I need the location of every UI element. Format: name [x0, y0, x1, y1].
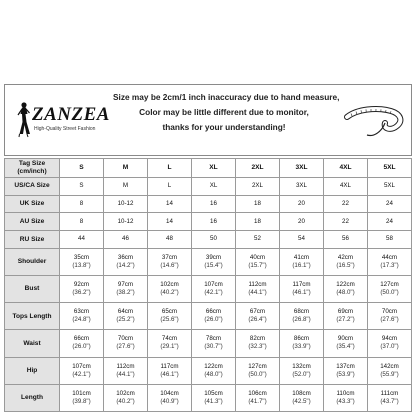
cm-value: 142cm: [380, 362, 399, 370]
cm-value: 68cm: [293, 308, 310, 316]
inch-value: (29.1"): [160, 343, 179, 351]
table-cell: 10-12: [104, 195, 148, 213]
table-cell: 10-12: [104, 213, 148, 231]
table-cell: 58: [368, 231, 412, 249]
table-cell: 2XL: [236, 177, 280, 195]
table-cell: 4XL: [324, 177, 368, 195]
table-cell: 54: [280, 231, 324, 249]
table-cell: [236, 384, 280, 411]
table-cell: [104, 303, 148, 330]
inch-value: (52.0"): [292, 370, 311, 378]
inch-value: (26.8"): [292, 316, 311, 324]
inch-value: (42.1"): [72, 370, 91, 378]
inch-value: (14.6"): [160, 261, 179, 269]
inch-value: (27.6"): [116, 343, 135, 351]
cm-value: 82cm: [249, 335, 266, 343]
brand-logo: [15, 101, 110, 141]
cm-value: 67cm: [249, 308, 266, 316]
cm-value: 117cm: [292, 281, 311, 289]
cm-value: 102cm: [160, 281, 179, 289]
inch-value: (48.0"): [204, 370, 223, 378]
table-row-us-ca-size: [5, 177, 412, 195]
inch-value: (27.6"): [380, 316, 399, 324]
inch-value: (48.0"): [336, 289, 355, 297]
cm-value: 110cm: [336, 389, 355, 397]
size-header-cell: 2XL: [236, 159, 280, 178]
table-cell: [324, 330, 368, 357]
table-cell: [236, 276, 280, 303]
size-table: [4, 158, 412, 412]
cm-value: 112cm: [116, 362, 135, 370]
notice-line-3: thanks for your understanding!: [162, 122, 286, 132]
table-cell: [60, 384, 104, 411]
table-cell: M: [104, 177, 148, 195]
table-cell: [368, 357, 412, 384]
cm-value: 35cm: [73, 253, 90, 261]
inch-value: (40.2"): [116, 397, 135, 405]
cm-value: 132cm: [292, 362, 311, 370]
inch-value: (26.0"): [204, 316, 223, 324]
cm-value: 90cm: [337, 335, 354, 343]
table-cell: 52: [236, 231, 280, 249]
table-cell: [192, 303, 236, 330]
inch-value: (16.1"): [292, 261, 311, 269]
brand-name: ZANZEA: [32, 104, 110, 125]
inch-value: (26.0"): [72, 343, 91, 351]
table-cell: [368, 384, 412, 411]
table-cell: [148, 303, 192, 330]
row-label: RU Size: [5, 231, 60, 249]
inch-value: (41.3"): [204, 397, 223, 405]
woman-silhouette-icon: [15, 101, 33, 139]
table-cell: 18: [236, 213, 280, 231]
table-cell: [324, 384, 368, 411]
table-row-tops-length: [5, 303, 412, 330]
table-cell: [324, 357, 368, 384]
table-cell: 20: [280, 213, 324, 231]
table-cell: [60, 276, 104, 303]
table-cell: 22: [324, 213, 368, 231]
measuring-tape-icon: [343, 95, 405, 145]
cm-value: 122cm: [336, 281, 355, 289]
cm-value: 111cm: [380, 389, 399, 397]
table-row-au-size: [5, 213, 412, 231]
cm-value: 122cm: [204, 362, 223, 370]
size-header-cell: M: [104, 159, 148, 178]
table-cell: [60, 357, 104, 384]
cm-value: 37cm: [161, 253, 178, 261]
table-cell: 16: [192, 213, 236, 231]
size-header-cell: 5XL: [368, 159, 412, 178]
inch-value: (46.1"): [160, 370, 179, 378]
table-cell: 8: [60, 195, 104, 213]
notice-line-2: Color may be little different due to monitor,: [139, 107, 309, 117]
inch-value: (50.0"): [380, 289, 399, 297]
size-header-cell: XL: [192, 159, 236, 178]
chart-header: [4, 84, 412, 156]
table-cell: 50: [192, 231, 236, 249]
table-row-bust: [5, 276, 412, 303]
table-cell: 16: [192, 195, 236, 213]
row-label: Tops Length: [5, 303, 60, 330]
cm-value: 104cm: [160, 389, 179, 397]
table-cell: [148, 357, 192, 384]
cm-value: 137cm: [336, 362, 355, 370]
table-row-length: [5, 384, 412, 411]
cm-value: 107cm: [204, 281, 223, 289]
row-label: Bust: [5, 276, 60, 303]
cm-value: 108cm: [292, 389, 311, 397]
inch-value: (46.1"): [292, 289, 311, 297]
inch-value: (16.5"): [336, 261, 355, 269]
inch-value: (32.3"): [248, 343, 267, 351]
table-cell: 44: [60, 231, 104, 249]
table-cell: 24: [368, 195, 412, 213]
cm-value: 78cm: [205, 335, 222, 343]
cm-value: 40cm: [249, 253, 266, 261]
table-cell: [280, 357, 324, 384]
cm-value: 70cm: [117, 335, 134, 343]
table-cell: [236, 303, 280, 330]
cm-value: 101cm: [72, 389, 91, 397]
table-cell: [368, 276, 412, 303]
table-cell: [192, 357, 236, 384]
size-header-cell: L: [148, 159, 192, 178]
inch-value: (40.2"): [160, 289, 179, 297]
table-cell: 3XL: [280, 177, 324, 195]
table-cell: [280, 248, 324, 275]
row-label: Length: [5, 384, 60, 411]
table-cell: [368, 248, 412, 275]
table-cell: [192, 330, 236, 357]
inch-value: (40.9"): [160, 397, 179, 405]
table-cell: [280, 330, 324, 357]
table-cell: 56: [324, 231, 368, 249]
table-cell: 14: [148, 195, 192, 213]
table-cell: [192, 276, 236, 303]
cm-value: 127cm: [380, 281, 399, 289]
inch-value: (30.7"): [204, 343, 223, 351]
table-cell: [236, 330, 280, 357]
table-cell: [104, 384, 148, 411]
table-cell: XL: [192, 177, 236, 195]
table-row-waist: [5, 330, 412, 357]
cm-value: 86cm: [293, 335, 310, 343]
row-label: AU Size: [5, 213, 60, 231]
inch-value: (35.4"): [336, 343, 355, 351]
table-cell: 46: [104, 231, 148, 249]
inch-value: (14.2"): [116, 261, 135, 269]
size-header-cell: 4XL: [324, 159, 368, 178]
table-row-shoulder: [5, 248, 412, 275]
table-cell: [280, 276, 324, 303]
size-header-cell: 3XL: [280, 159, 324, 178]
inch-value: (33.9"): [292, 343, 311, 351]
cm-value: 36cm: [117, 253, 134, 261]
row-label-tag-size: Tag Size (cm/inch): [5, 159, 60, 178]
table-cell: [192, 384, 236, 411]
cm-value: 117cm: [160, 362, 179, 370]
inch-value: (50.0"): [248, 370, 267, 378]
size-header-cell: S: [60, 159, 104, 178]
cm-value: 107cm: [72, 362, 91, 370]
inch-value: (15.7"): [248, 261, 267, 269]
inch-value: (44.1"): [116, 370, 135, 378]
inch-value: (24.8"): [72, 316, 91, 324]
row-label: Waist: [5, 330, 60, 357]
cm-value: 70cm: [381, 308, 398, 316]
table-cell: [60, 303, 104, 330]
cm-value: 74cm: [161, 335, 178, 343]
table-cell: [148, 384, 192, 411]
table-cell: 24: [368, 213, 412, 231]
table-cell: [104, 248, 148, 275]
table-cell: [324, 248, 368, 275]
inch-value: (39.8"): [72, 397, 91, 405]
table-cell: [368, 330, 412, 357]
table-cell: 5XL: [368, 177, 412, 195]
inch-value: (43.3"): [336, 397, 355, 405]
table-cell: [60, 330, 104, 357]
inch-value: (26.4"): [248, 316, 267, 324]
table-cell: [280, 303, 324, 330]
table-cell: [236, 357, 280, 384]
measurement-notice: [113, 90, 340, 135]
table-cell: 22: [324, 195, 368, 213]
cm-value: 39cm: [205, 253, 222, 261]
inch-value: (37.0"): [380, 343, 399, 351]
table-cell: 18: [236, 195, 280, 213]
cm-value: 66cm: [205, 308, 222, 316]
table-cell: [280, 384, 324, 411]
cm-value: 41cm: [293, 253, 310, 261]
row-label: US/CA Size: [5, 177, 60, 195]
cm-value: 66cm: [73, 335, 90, 343]
cm-value: 105cm: [204, 389, 223, 397]
table-cell: 8: [60, 213, 104, 231]
inch-value: (15.4"): [204, 261, 223, 269]
table-cell: [148, 330, 192, 357]
table-cell: 20: [280, 195, 324, 213]
cm-value: 63cm: [73, 308, 90, 316]
cm-value: 64cm: [117, 308, 134, 316]
cm-value: 69cm: [337, 308, 354, 316]
cm-value: 106cm: [248, 389, 267, 397]
inch-value: (38.2"): [116, 289, 135, 297]
table-row-ru-size: [5, 231, 412, 249]
inch-value: (17.3"): [380, 261, 399, 269]
inch-value: (42.5"): [292, 397, 311, 405]
table-cell: [368, 303, 412, 330]
table-cell: [192, 248, 236, 275]
table-cell: [148, 276, 192, 303]
cm-value: 94cm: [381, 335, 398, 343]
notice-line-1: Size may be 2cm/1 inch inaccuracy due to hand measure,: [113, 92, 340, 102]
table-cell: S: [60, 177, 104, 195]
inch-value: (13.8"): [72, 261, 91, 269]
table-cell: [148, 248, 192, 275]
cm-value: 97cm: [117, 281, 134, 289]
brand-tagline: High-Quality Street Fashion: [34, 126, 96, 132]
inch-value: (55.9"): [380, 370, 399, 378]
table-cell: [104, 330, 148, 357]
cm-value: 65cm: [161, 308, 178, 316]
row-label: Hip: [5, 357, 60, 384]
table-cell: [236, 248, 280, 275]
table-row-hip: [5, 357, 412, 384]
table-cell: 48: [148, 231, 192, 249]
table-cell: 14: [148, 213, 192, 231]
inch-value: (53.9"): [336, 370, 355, 378]
cm-value: 127cm: [248, 362, 267, 370]
table-cell: [60, 248, 104, 275]
table-cell: [324, 276, 368, 303]
inch-value: (25.6"): [160, 316, 179, 324]
inch-value: (36.2"): [72, 289, 91, 297]
table-row-tag-size: [5, 159, 412, 178]
inch-value: (42.1"): [204, 289, 223, 297]
inch-value: (25.2"): [116, 316, 135, 324]
row-label: Shoulder: [5, 248, 60, 275]
inch-value: (27.2"): [336, 316, 355, 324]
cm-value: 112cm: [248, 281, 267, 289]
table-cell: L: [148, 177, 192, 195]
cm-value: 44cm: [381, 253, 398, 261]
inch-value: (43.7"): [380, 397, 399, 405]
table-cell: [104, 357, 148, 384]
inch-value: (44.1"): [248, 289, 267, 297]
cm-value: 92cm: [73, 281, 90, 289]
table-cell: [104, 276, 148, 303]
inch-value: (41.7"): [248, 397, 267, 405]
table-row-uk-size: [5, 195, 412, 213]
row-label: UK Size: [5, 195, 60, 213]
cm-value: 42cm: [337, 253, 354, 261]
table-cell: [324, 303, 368, 330]
cm-value: 102cm: [116, 389, 135, 397]
